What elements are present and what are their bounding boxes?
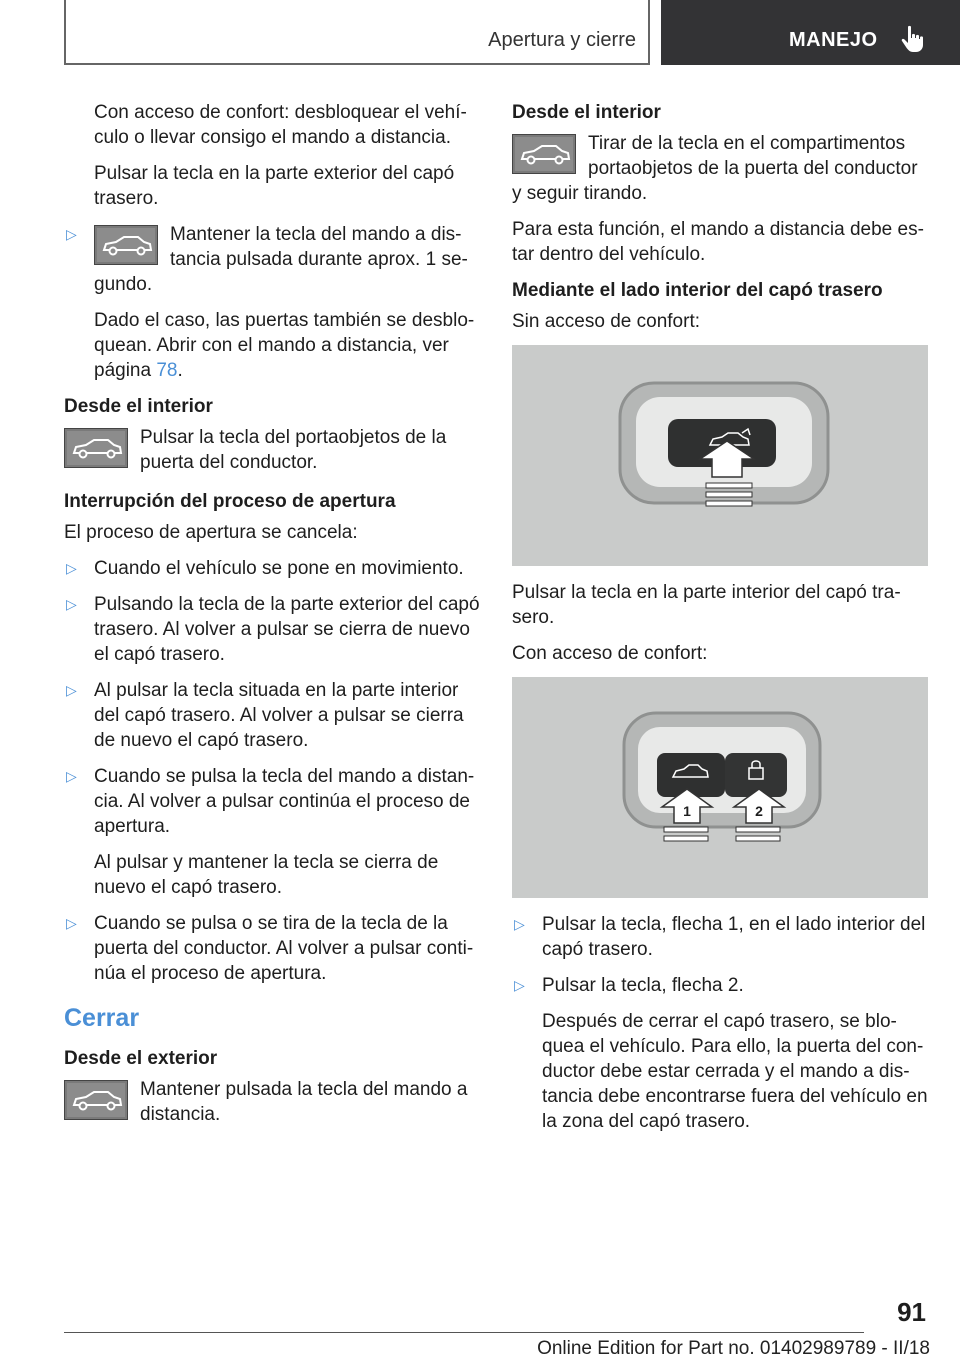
- list-item: [64, 556, 480, 581]
- list-item: [64, 911, 480, 986]
- right-column: [512, 100, 928, 1145]
- list-item-text: Mantener la tecla del mando a distancia pulsada durante aprox. 1 segundo.: [94, 224, 468, 295]
- list-item: [64, 678, 480, 753]
- list-item-text: Cuando se pulsa la tecla del mando a distancia. Al volver a pulsar continúa el proceso de apertura.: [94, 766, 475, 837]
- door-pull-instruction: [512, 131, 928, 206]
- remote-requirement-paragraph: Para esta función, el mando a distancia debe estar dentro del vehículo.: [512, 219, 924, 265]
- header-rule-left: [64, 0, 66, 64]
- trunk-inner-button-photo: [512, 345, 928, 566]
- header-rule-bottom: [64, 63, 650, 65]
- header-chapter-tab[interactable]: [661, 0, 960, 65]
- header-rule-right: [648, 0, 650, 64]
- triangle-bullet-icon: ▷: [66, 596, 77, 612]
- press-inner-button-paragraph: Pulsar la tecla en la parte interior del capó trasero.: [512, 582, 901, 628]
- exterior-instruction: [64, 1077, 480, 1127]
- heading-interior: Desde el interior: [64, 396, 213, 417]
- door-trunk-key-icon: [512, 134, 576, 174]
- exterior-text: Mantener pulsada la tecla del mando a distancia.: [140, 1079, 468, 1125]
- triangle-bullet-icon: ▷: [66, 226, 77, 242]
- header-section-title: Apertura y cierre: [488, 29, 636, 51]
- list-item-text: Pulsar la tecla, flecha 1, en el lado interior del capó trasero.: [542, 914, 926, 960]
- remote-trunk-key-icon: [64, 1080, 128, 1120]
- footer-rule: [64, 1332, 864, 1333]
- list-item: [512, 973, 928, 998]
- list-item-text: Pulsar la tecla, flecha 2.: [542, 975, 744, 996]
- hand-pointer-icon: [899, 24, 929, 54]
- note-end: .: [177, 360, 183, 381]
- triangle-bullet-icon: ▷: [66, 915, 77, 931]
- header-chapter-label: MANEJO: [789, 29, 878, 51]
- list-item-text: Cuando el vehículo se pone en movimiento.: [94, 558, 464, 579]
- footer-edition: Online Edition for Part no. 01402989789 - II/18: [537, 1338, 930, 1359]
- triangle-bullet-icon: ▷: [66, 682, 77, 698]
- list-item: [64, 592, 480, 667]
- heading-interior-right: Desde el interior: [512, 102, 661, 123]
- triangle-bullet-icon: ▷: [66, 768, 77, 784]
- door-pull-text: Tirar de la tecla en el compartimentos portaobjetos de la puerta del conductor y seguir tirando.: [512, 133, 918, 204]
- exterior-key-paragraph: Pulsar la tecla en la parte exterior del capó trasero.: [94, 163, 455, 209]
- list-item-text: Cuando se pulsa o se tira de la tecla de la puerta del conductor. Al volver a pulsar continúa el proceso de apertura.: [94, 913, 474, 984]
- door-trunk-key-icon: [64, 428, 128, 468]
- interruption-intro: El proceso de apertura se cancela:: [64, 522, 358, 543]
- interior-instruction: [64, 425, 480, 475]
- interior-text: Pulsar la tecla del portaobjetos de la puerta del conductor.: [140, 427, 447, 473]
- without-comfort-label: Sin acceso de confort:: [512, 311, 700, 332]
- heading-inner-side: Mediante el lado interior del capó trasero: [512, 280, 883, 301]
- comfort-access-paragraph: Con acceso de confort: desbloquear el vehículo o llevar consigo el mando a distancia.: [94, 102, 467, 148]
- page-link[interactable]: 78: [156, 360, 178, 381]
- list-item-text: Al pulsar la tecla situada en la parte interior del capó trasero. Al volver a pulsar se cierra de nuevo el capó trasero.: [94, 680, 464, 751]
- list-item-note: Al pulsar y mantener la tecla se cierra de nuevo el capó trasero.: [94, 852, 439, 898]
- list-item-note: [64, 308, 480, 383]
- triangle-bullet-icon: ▷: [66, 560, 77, 576]
- page-number: 91: [897, 1297, 926, 1327]
- list-item: [512, 912, 928, 962]
- left-column: [64, 100, 480, 1138]
- triangle-bullet-icon: ▷: [514, 916, 525, 932]
- list-item-text: Pulsando la tecla de la parte exterior del capó trasero. Al volver a pulsar se cierra de nuevo el capó trasero.: [94, 594, 480, 665]
- arrow-2-label: 2: [755, 803, 763, 819]
- heading-exterior: Desde el exterior: [64, 1048, 218, 1069]
- arrow-1-label: 1: [683, 803, 691, 819]
- trunk-inner-two-buttons-photo: [512, 677, 928, 898]
- heading-interruption: Interrupción del proceso de apertura: [64, 491, 396, 512]
- note-text: Dado el caso, las puertas también se desbloquean. Abrir con el mando a distancia, ver página: [94, 310, 475, 381]
- list-item: [64, 222, 480, 297]
- list-item-note: Después de cerrar el capó trasero, se bloquea el vehículo. Para ello, la puerta del conductor debe estar cerrada y el mando a distancia debe encontrarse fuera del vehículo en la zona del capó trasero.: [542, 1011, 928, 1132]
- list-item: [64, 764, 480, 839]
- heading-cerrar: Cerrar: [64, 1004, 140, 1032]
- triangle-bullet-icon: ▷: [514, 977, 525, 993]
- with-comfort-label: Con acceso de confort:: [512, 643, 708, 664]
- remote-trunk-key-icon: [94, 225, 158, 265]
